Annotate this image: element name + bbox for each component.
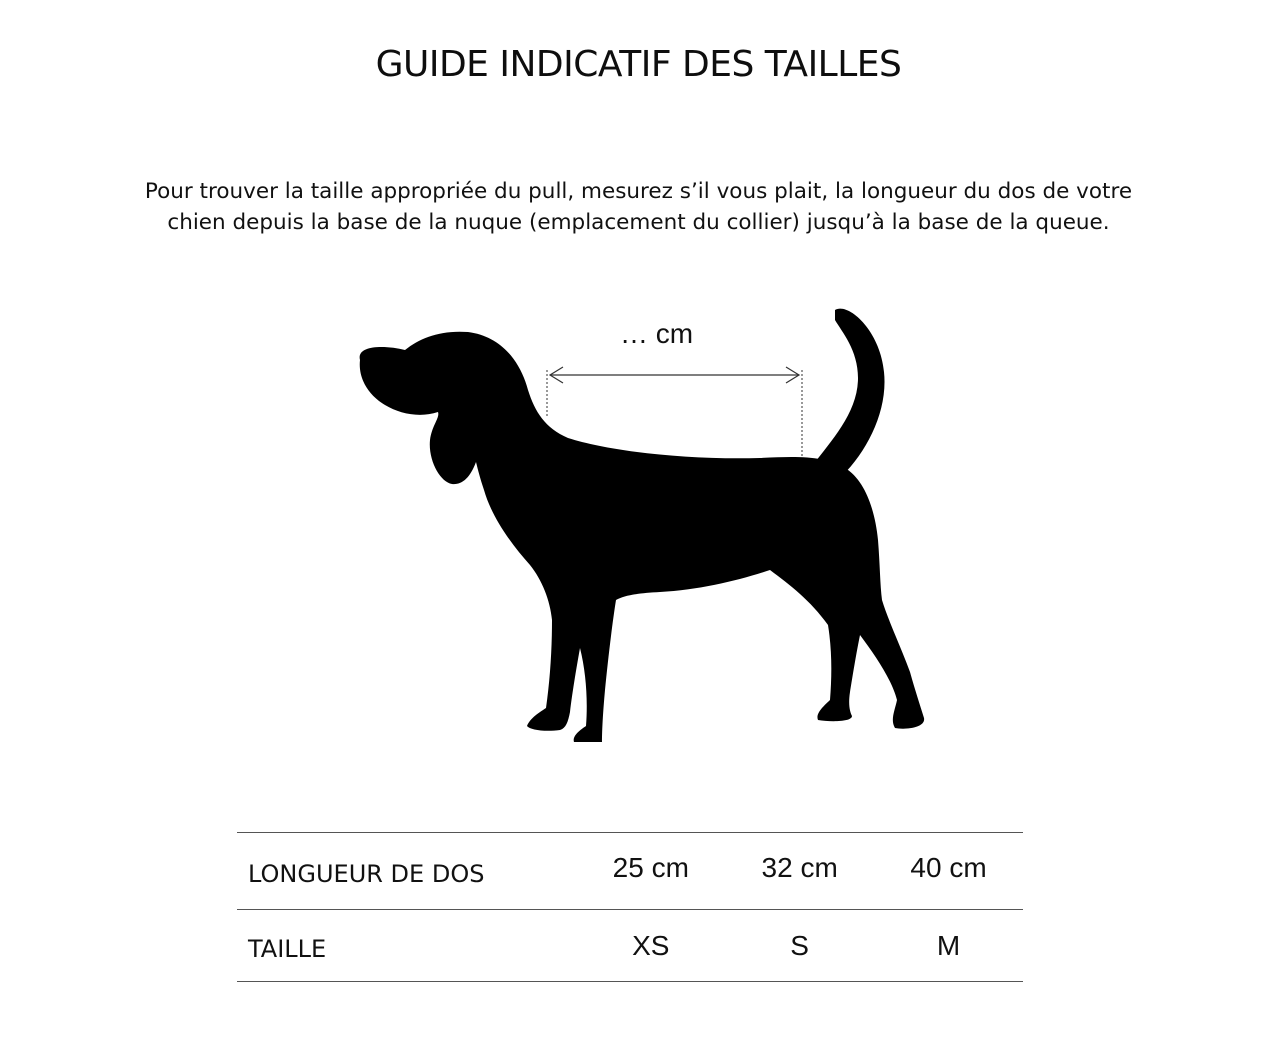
cell-size-m: M [936, 929, 961, 961]
row-label-back-length: LONGUEUR DE DOS [248, 860, 485, 888]
cell-back-length-xs: 25 cm [612, 852, 689, 883]
size-table [237, 832, 1023, 982]
table-row [237, 833, 1023, 910]
measurement-guide [547, 367, 802, 456]
row-label-size: TAILLE [248, 934, 327, 963]
dog-silhouette-icon [360, 309, 925, 742]
table-row [237, 910, 1023, 982]
intro-line-2: chien depuis la base de la nuque (emplacement du collier) jusqu’à la base de la queue. [167, 210, 1110, 235]
cell-size-xs: XS [632, 929, 670, 961]
intro-line-1: Pour trouver la taille appropriée du pull, mesurez s’il vous plait, la longueur du dos de votre [144, 179, 1133, 204]
dog-measurement-illustration [0, 290, 1277, 760]
cell-back-length-s: 32 cm [761, 852, 838, 883]
page-title: GUIDE INDICATIF DES TAILLES [375, 44, 902, 85]
cell-size-s: S [790, 929, 809, 961]
intro-text [60, 176, 1217, 238]
measure-label: … cm [620, 318, 694, 349]
cell-back-length-m: 40 cm [910, 852, 987, 883]
